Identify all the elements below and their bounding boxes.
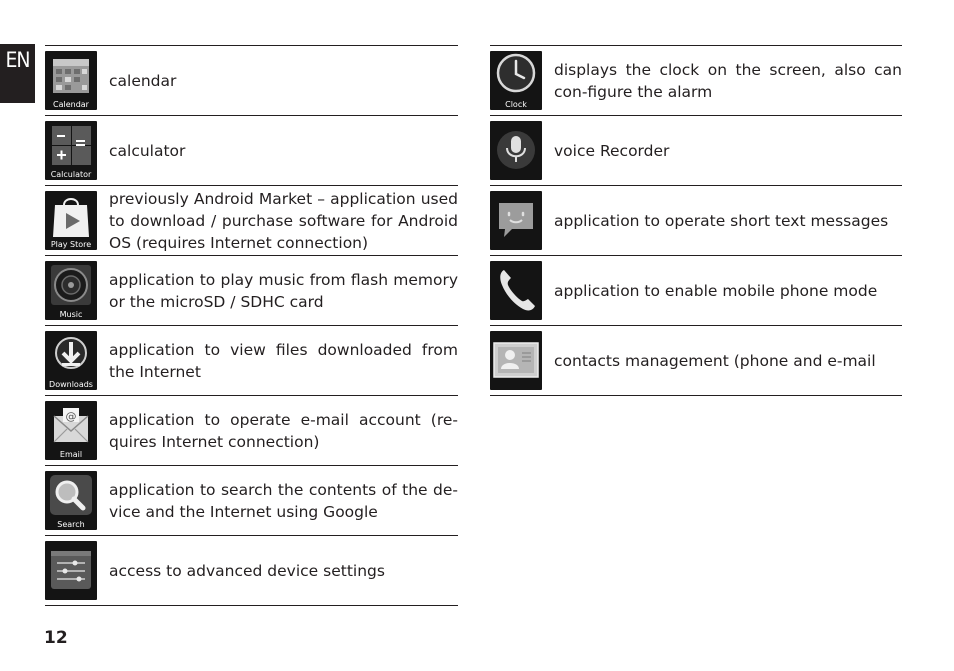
item-description: displays the clock on the screen, also can con-figure the alarm: [554, 60, 902, 101]
item-description: application to search the contents of the de-vice and the Internet using Google: [109, 480, 458, 521]
item-description: voice Recorder: [554, 141, 670, 160]
list-item: [45, 535, 458, 606]
right-app-list: [490, 45, 902, 396]
calculator-icon: [45, 121, 97, 180]
icon-caption: Music: [59, 310, 83, 319]
calendar-icon: [45, 51, 97, 110]
play-store-icon: [45, 191, 97, 250]
list-item: [45, 115, 458, 185]
item-description: application to play music from flash memory or the microSD / SDHC card: [109, 270, 458, 311]
item-description: application to view files downloaded from the Internet: [109, 340, 458, 381]
search-icon: [45, 471, 97, 530]
icon-caption: Calculator: [50, 170, 92, 179]
icon-caption: Play Store: [50, 240, 92, 249]
list-item: [45, 45, 458, 115]
icon-caption: Email: [59, 450, 83, 459]
item-description: previously Android Market – application used to download / purchase software for Android OS (requires Internet connection): [109, 189, 458, 252]
icon-caption: Search: [57, 520, 85, 529]
list-item: [45, 395, 458, 465]
item-description: access to advanced device settings: [109, 561, 385, 580]
clock-icon: [490, 51, 542, 110]
item-description: application to enable mobile phone mode: [554, 281, 878, 300]
icon-caption: Downloads: [49, 380, 93, 389]
language-tab: [0, 44, 35, 103]
contacts-icon: [490, 331, 542, 390]
list-item: [45, 185, 458, 255]
list-item: [490, 255, 902, 325]
settings-icon: [45, 541, 97, 600]
item-description: calendar: [109, 71, 177, 90]
icon-caption: Calendar: [53, 100, 89, 109]
list-item: [490, 325, 902, 396]
item-description: calculator: [109, 141, 186, 160]
music-icon: [45, 261, 97, 320]
voice-recorder-icon: [490, 121, 542, 180]
list-item: [490, 115, 902, 185]
svg-text:@: @: [65, 410, 77, 423]
downloads-icon: [45, 331, 97, 390]
list-item: [45, 325, 458, 395]
list-item: [490, 185, 902, 255]
messaging-icon: [490, 191, 542, 250]
list-item: [490, 45, 902, 115]
icon-caption: Clock: [505, 100, 527, 109]
language-tab-label: EN: [5, 48, 30, 72]
left-app-list: [45, 45, 458, 606]
phone-icon: [490, 261, 542, 320]
list-item: [45, 255, 458, 325]
list-item: [45, 465, 458, 535]
item-description: contacts management (phone and e-mail: [554, 351, 876, 370]
email-icon: [45, 401, 97, 460]
item-description: application to operate short text messages: [554, 211, 889, 230]
page-number: 12: [44, 628, 68, 648]
item-description: application to operate e-mail account (re-quires Internet connection): [109, 410, 458, 451]
